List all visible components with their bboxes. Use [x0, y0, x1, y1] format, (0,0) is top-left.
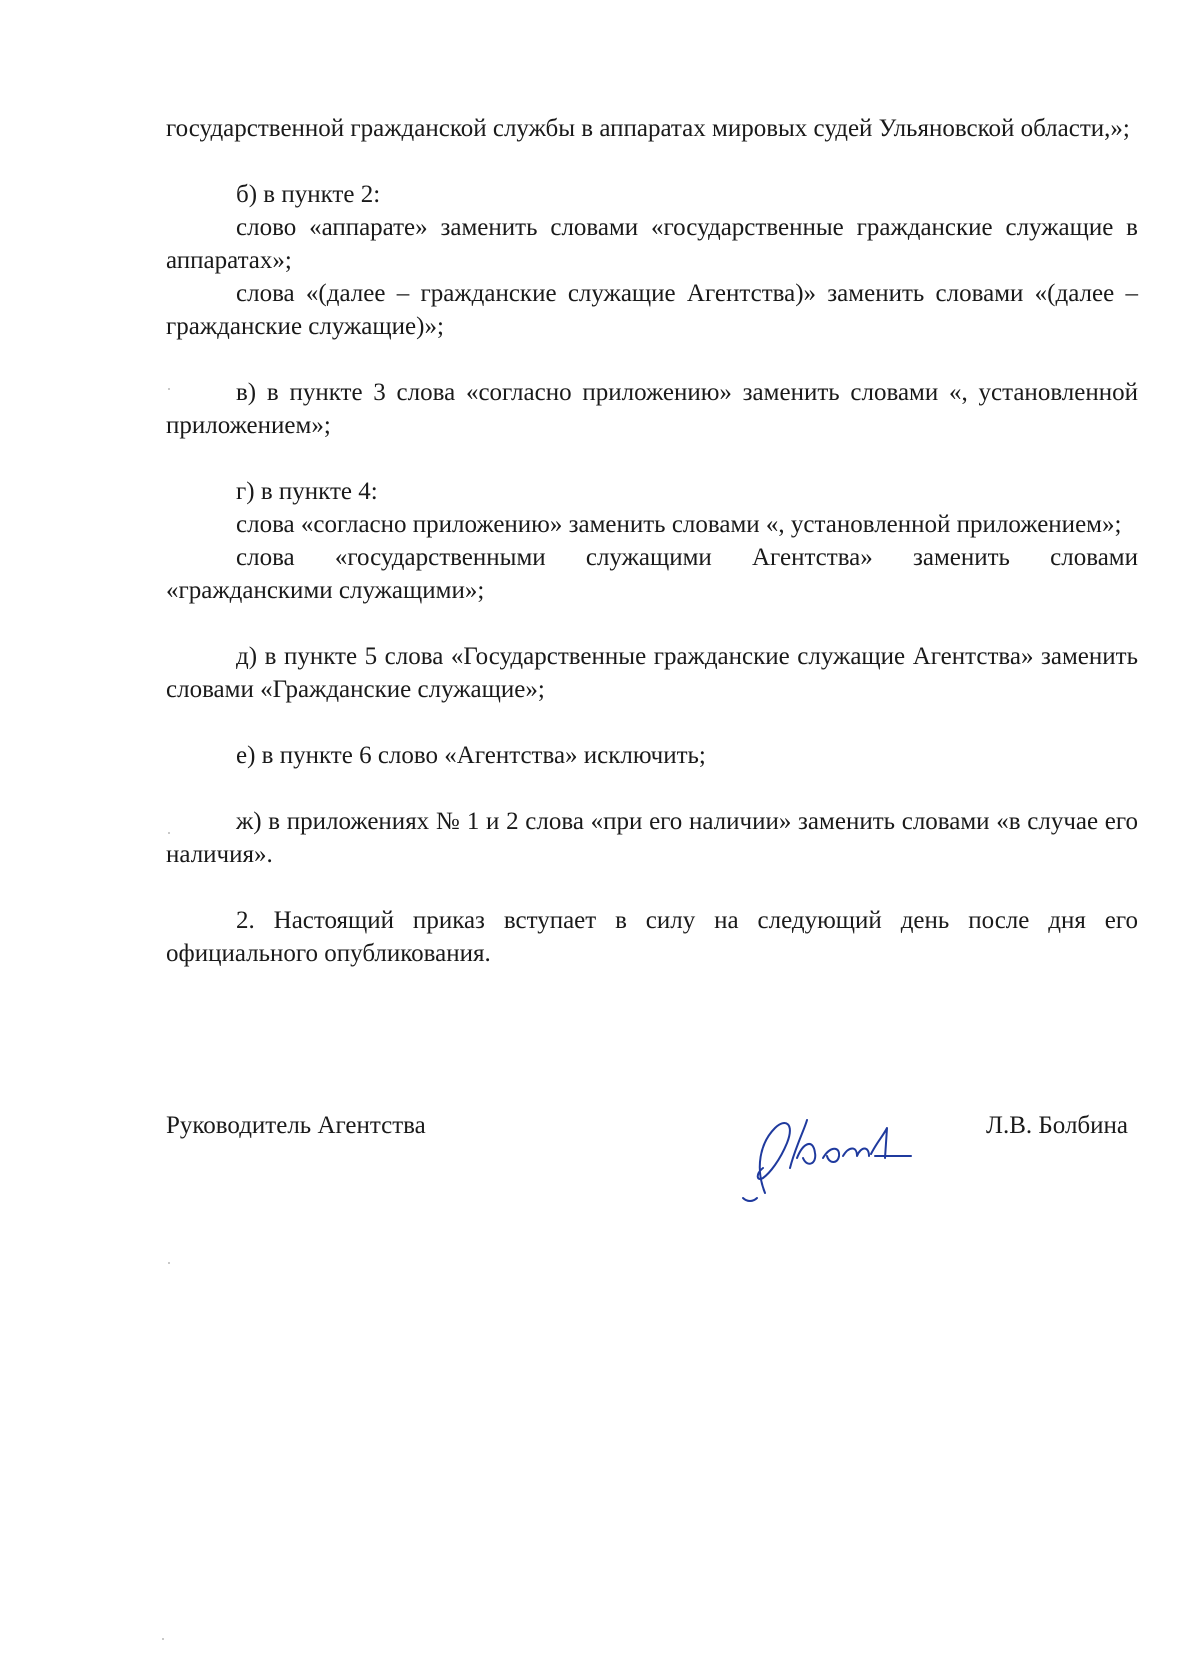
scan-speck [168, 832, 170, 834]
paragraph-item-v: в) в пункте 3 слова «согласно приложению» заменить словами «, установленной приложением»; [166, 379, 1138, 439]
signatory-name: Л.В. Болбина [986, 1112, 1128, 1139]
paragraph-continuation: государственной гражданской службы в аппаратах мировых судей Ульяновской области,»; [166, 115, 1130, 142]
scan-speck [168, 1262, 170, 1264]
paragraph-item-g: г) в пункте 4: [236, 478, 378, 505]
document-body [166, 112, 1138, 970]
paragraph-item-b-1: слово «аппарате» заменить словами «государственные гражданские служащие в аппаратах»; [166, 214, 1138, 274]
paragraph-point-2: 2. Настоящий приказ вступает в силу на следующий день после дня его официального опубликования. [166, 907, 1138, 967]
scan-speck [162, 1638, 164, 1640]
handwritten-signature-icon [735, 1098, 965, 1208]
paragraph-item-d: д) в пункте 5 слова «Государственные гражданские служащие Агентства» заменить словами «Гражданские служащие»; [166, 643, 1138, 703]
paragraph-item-g-1: слова «согласно приложению» заменить словами «, установленной приложением»; [236, 511, 1122, 538]
signatory-title: Руководитель Агентства [166, 1112, 426, 1139]
paragraph-item-zh: ж) в приложениях № 1 и 2 слова «при его наличии» заменить словами «в случае его наличия». [166, 808, 1138, 868]
scan-speck [168, 388, 170, 390]
signature-block [166, 1112, 1138, 1152]
paragraph-item-b: б) в пункте 2: [236, 181, 381, 208]
paragraph-item-e: е) в пункте 6 слово «Агентства» исключить; [236, 742, 706, 769]
paragraph-item-b-2: слова «(далее – гражданские служащие Агентства)» заменить словами «(далее – гражданские служащие)»; [166, 280, 1138, 340]
paragraph-item-g-2: слова «государственными служащими Агентства» заменить словами «гражданскими служащими»; [166, 544, 1138, 604]
